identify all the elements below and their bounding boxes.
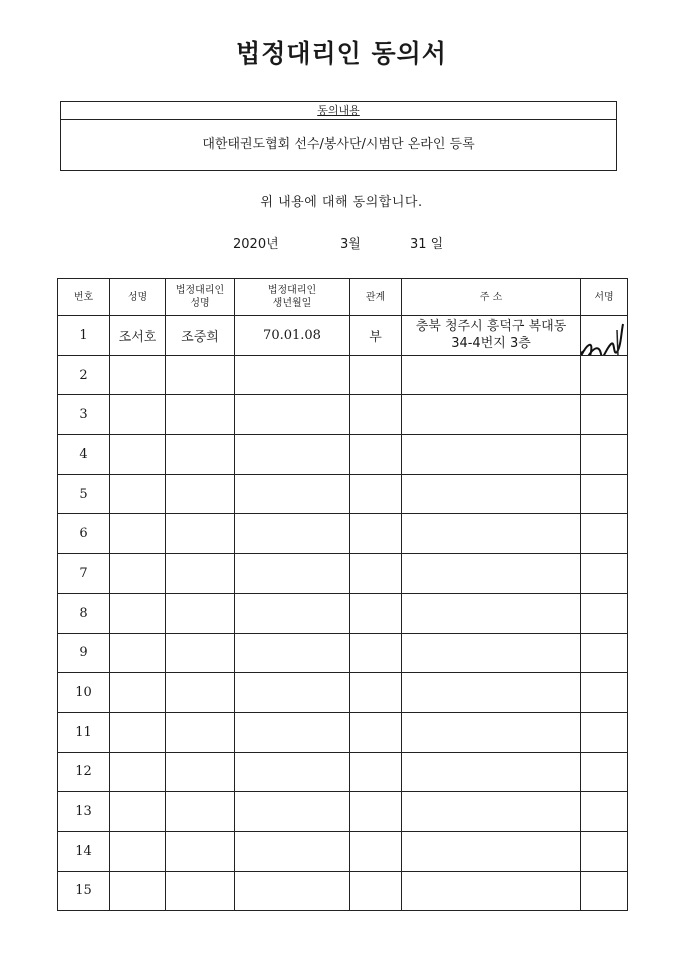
cell-address <box>402 871 581 911</box>
cell-guardian-name <box>166 792 235 832</box>
cell-relation <box>350 633 402 673</box>
cell-name <box>110 633 166 673</box>
header-guardian-birth-line2: 생년월일 <box>272 298 312 309</box>
cell-relation <box>350 474 402 514</box>
cell-signature <box>581 514 628 554</box>
cell-guardian-name <box>166 633 235 673</box>
header-guardian-name-line1: 법정대리인 <box>175 285 225 296</box>
cell-guardian-name <box>166 673 235 713</box>
cell-number: 10 <box>58 673 110 713</box>
table-row <box>58 316 628 356</box>
cell-guardian-birth <box>235 474 350 514</box>
header-number: 번호 <box>58 279 110 316</box>
cell-address <box>402 673 581 713</box>
table-row <box>58 395 628 435</box>
cell-signature <box>581 831 628 871</box>
cell-name <box>110 831 166 871</box>
cell-guardian-name <box>166 712 235 752</box>
table-row <box>58 712 628 752</box>
cell-number: 2 <box>58 355 110 395</box>
cell-number: 4 <box>58 435 110 475</box>
cell-guardian-name <box>166 554 235 594</box>
cell-name <box>110 792 166 832</box>
cell-name <box>110 871 166 911</box>
cell-guardian-birth <box>235 752 350 792</box>
cell-guardian-name <box>166 474 235 514</box>
cell-relation <box>350 435 402 475</box>
signature-mark <box>581 316 628 356</box>
cell-guardian-birth <box>235 831 350 871</box>
cell-signature <box>581 474 628 514</box>
cell-guardian-birth <box>235 633 350 673</box>
cell-number: 9 <box>58 633 110 673</box>
consent-box <box>60 101 617 171</box>
cell-guardian-birth <box>235 871 350 911</box>
cell-relation <box>350 673 402 713</box>
cell-guardian-birth <box>235 514 350 554</box>
cell-signature <box>581 712 628 752</box>
cell-guardian-birth <box>235 792 350 832</box>
cell-number: 8 <box>58 593 110 633</box>
cell-address <box>402 435 581 475</box>
cell-number: 11 <box>58 712 110 752</box>
cell-number: 1 <box>58 316 110 356</box>
table-row <box>58 871 628 911</box>
address-line: 34-4번지 3층 <box>451 336 531 352</box>
table-row <box>58 554 628 594</box>
table-header-row <box>58 279 628 316</box>
table-row <box>58 514 628 554</box>
cell-address <box>402 593 581 633</box>
cell-number: 12 <box>58 752 110 792</box>
cell-name <box>110 514 166 554</box>
consent-heading-text: 동의내용 <box>317 104 360 117</box>
cell-name <box>110 554 166 594</box>
header-guardian-birth-line1: 법정대리인 <box>267 285 317 296</box>
cell-relation <box>350 514 402 554</box>
cell-guardian-birth <box>235 673 350 713</box>
table-row <box>58 593 628 633</box>
document-title: 법정대리인 동의서 <box>236 39 447 68</box>
cell-guardian-name <box>166 435 235 475</box>
cell-number: 3 <box>58 395 110 435</box>
cell-address <box>402 355 581 395</box>
cell-signature <box>581 792 628 832</box>
cell-guardian-birth <box>235 712 350 752</box>
cell-name: 조서호 <box>110 316 166 356</box>
cell-name <box>110 435 166 475</box>
cell-name <box>110 593 166 633</box>
cell-relation <box>350 831 402 871</box>
table-row <box>58 752 628 792</box>
cell-name <box>110 355 166 395</box>
cell-guardian-name <box>166 355 235 395</box>
table-row <box>58 355 628 395</box>
cell-guardian-birth <box>235 593 350 633</box>
cell-signature <box>581 752 628 792</box>
cell-name <box>110 752 166 792</box>
cell-guardian-name: 조중희 <box>166 316 235 356</box>
header-guardian-name-line2: 성명 <box>190 298 210 309</box>
cell-guardian-name <box>166 871 235 911</box>
date-year: 2020년 <box>233 237 279 252</box>
header-name: 성명 <box>110 279 166 316</box>
cell-guardian-birth: 70.01.08 <box>235 316 350 356</box>
cell-number: 6 <box>58 514 110 554</box>
cell-address <box>402 831 581 871</box>
date-day: 31 일 <box>410 237 444 252</box>
cell-relation <box>350 752 402 792</box>
cell-signature <box>581 593 628 633</box>
cell-address <box>402 395 581 435</box>
cell-address <box>402 554 581 594</box>
cell-number: 7 <box>58 554 110 594</box>
cell-relation <box>350 355 402 395</box>
header-guardian-name <box>166 279 235 316</box>
cell-signature <box>581 435 628 475</box>
table-row <box>58 633 628 673</box>
cell-guardian-name <box>166 831 235 871</box>
cell-signature <box>581 871 628 911</box>
header-signature: 서명 <box>581 279 628 316</box>
cell-signature <box>581 673 628 713</box>
cell-guardian-name <box>166 752 235 792</box>
cell-signature <box>581 355 628 395</box>
cell-address <box>402 514 581 554</box>
cell-guardian-birth <box>235 355 350 395</box>
cell-signature <box>581 395 628 435</box>
cell-address <box>402 752 581 792</box>
cell-name <box>110 712 166 752</box>
cell-relation: 부 <box>350 316 402 356</box>
header-guardian-birth <box>235 279 350 316</box>
cell-address <box>402 633 581 673</box>
cell-relation <box>350 593 402 633</box>
cell-signature <box>581 316 628 356</box>
cell-guardian-name <box>166 514 235 554</box>
cell-guardian-birth <box>235 435 350 475</box>
consent-heading <box>61 102 616 120</box>
cell-relation <box>350 395 402 435</box>
header-relation: 관계 <box>350 279 402 316</box>
header-address: 주 소 <box>402 279 581 316</box>
date-month: 3월 <box>340 237 361 252</box>
cell-guardian-name <box>166 593 235 633</box>
cell-number: 5 <box>58 474 110 514</box>
cell-address <box>402 792 581 832</box>
cell-relation <box>350 554 402 594</box>
table-row <box>58 831 628 871</box>
cell-number: 15 <box>58 871 110 911</box>
cell-relation <box>350 792 402 832</box>
cell-number: 14 <box>58 831 110 871</box>
cell-address <box>402 474 581 514</box>
cell-name <box>110 673 166 713</box>
address-line: 충북 청주시 흥덕구 복대동 <box>415 319 567 335</box>
cell-name <box>110 474 166 514</box>
cell-address <box>402 712 581 752</box>
cell-relation <box>350 871 402 911</box>
table-row <box>58 792 628 832</box>
table-row <box>58 474 628 514</box>
cell-name <box>110 395 166 435</box>
cell-signature <box>581 633 628 673</box>
consent-text: 대한태권도협회 선수/봉사단/시범단 온라인 등록 <box>202 137 475 152</box>
agree-statement: 위 내용에 대해 동의합니다. <box>260 195 423 210</box>
cell-signature <box>581 554 628 594</box>
cell-guardian-birth <box>235 554 350 594</box>
cell-relation <box>350 712 402 752</box>
table-row <box>58 435 628 475</box>
cell-guardian-name <box>166 395 235 435</box>
cell-guardian-birth <box>235 395 350 435</box>
cell-number: 13 <box>58 792 110 832</box>
guardian-table <box>57 278 628 911</box>
table-row <box>58 673 628 713</box>
cell-address <box>402 316 581 356</box>
